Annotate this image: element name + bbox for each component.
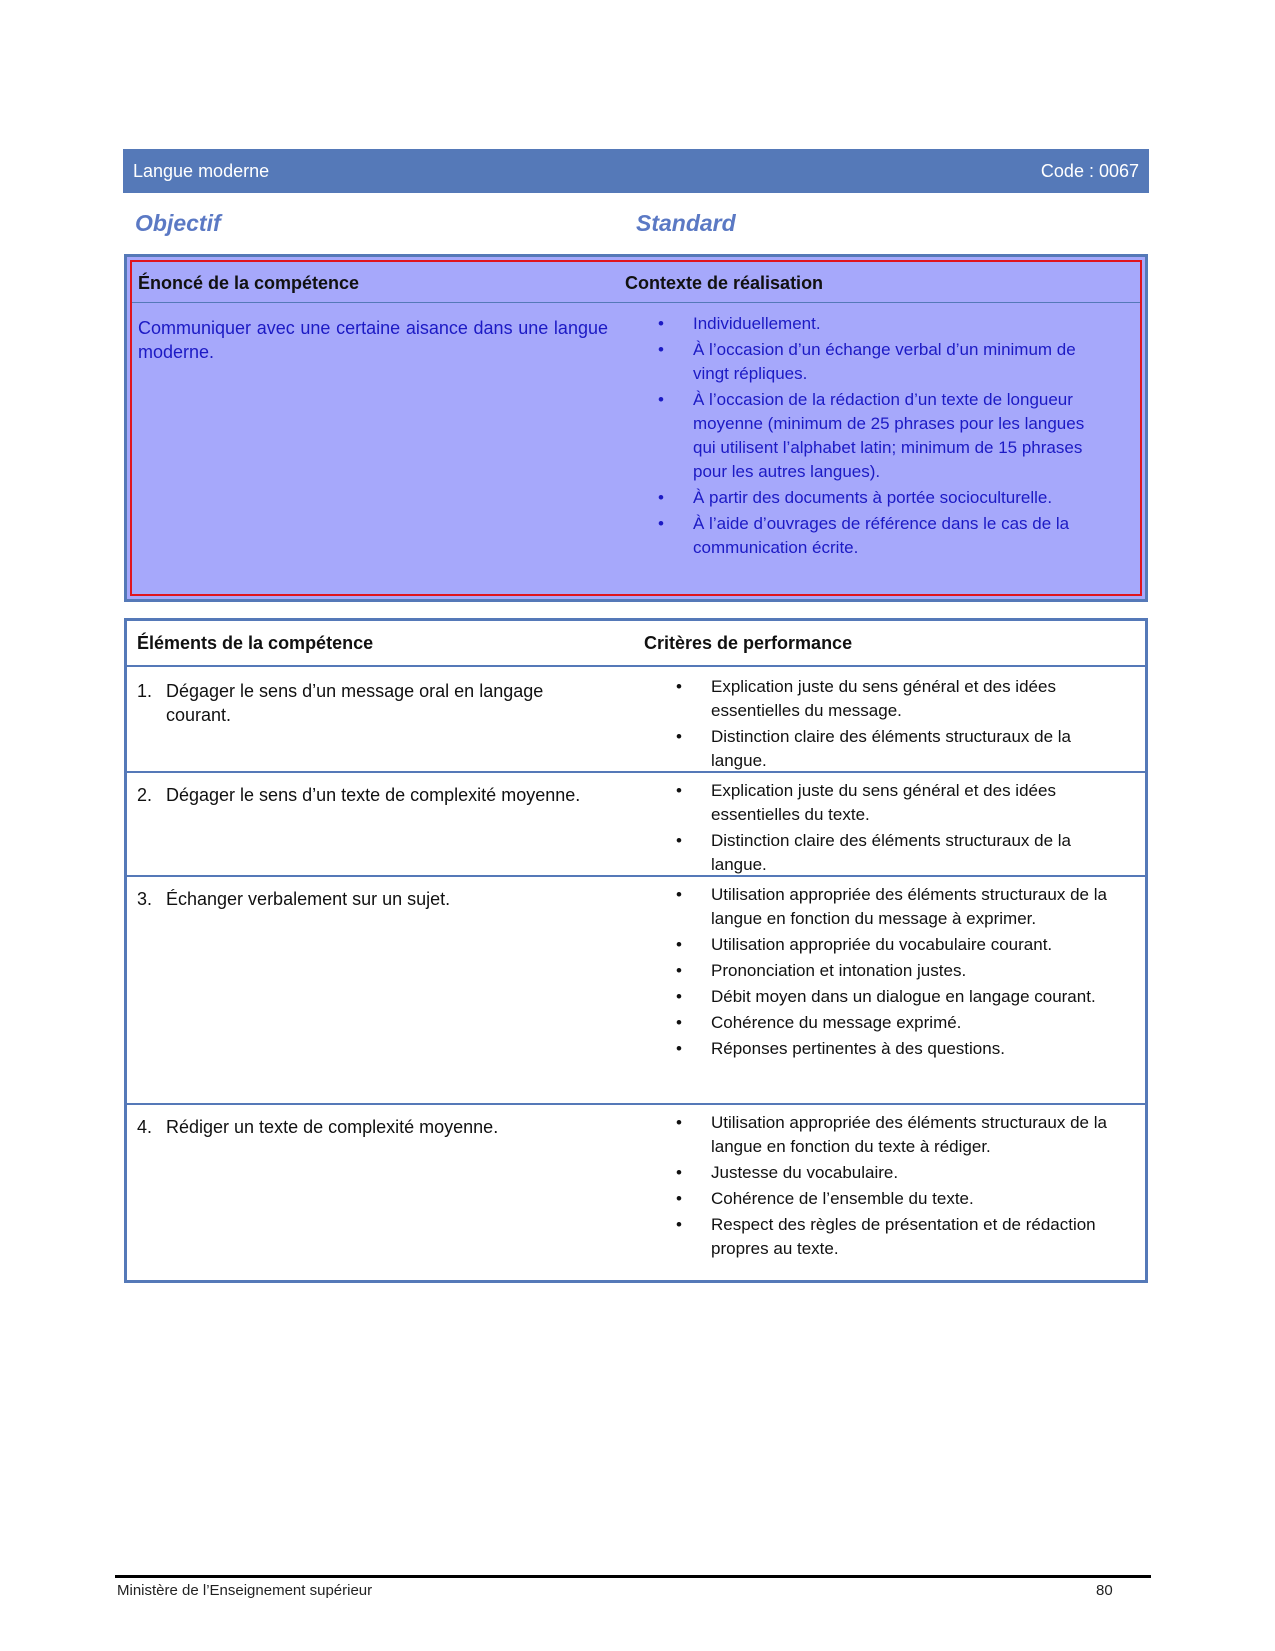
elements-header-row (127, 621, 1145, 667)
list-item: • Explication juste du sens général et des idées essentielles du texte. (676, 781, 1056, 824)
criteria-list (674, 883, 1124, 1063)
list-item: • À l’aide d’ouvrages de référence dans le cas de la communication écrite. (658, 514, 1070, 557)
bullet-icon: • (658, 390, 664, 409)
bullet-icon: • (658, 340, 664, 359)
table-row (127, 875, 1145, 1105)
bullet-icon: • (676, 1113, 682, 1132)
competence-box (124, 254, 1148, 602)
list-item: • Cohérence de l’ensemble du texte. (674, 1187, 1124, 1211)
elements-heading: Éléments de la compétence (137, 633, 374, 653)
list-item: • Utilisation appropriée des éléments structuraux de la langue en fonction du message à exprimer. (676, 885, 1107, 928)
criteria-list (674, 1111, 1124, 1263)
objectif-title: Objectif (135, 210, 221, 236)
list-item: • À l’occasion d’un échange verbal d’un minimum de vingt répliques. (658, 340, 1076, 383)
list-item: • Distinction claire des éléments structuraux de la langue. (676, 831, 1071, 874)
bullet-icon: • (676, 727, 682, 746)
section-titles (135, 210, 1145, 240)
course-code: Code : 0067 (1040, 160, 1139, 181)
list-item: • Débit moyen dans un dialogue en langage courant. (674, 985, 1124, 1009)
element-text: 2. Dégager le sens d’un texte de complexité moyenne. (137, 785, 581, 805)
bullet-icon: • (676, 987, 682, 1006)
contexte-heading: Contexte de réalisation (625, 273, 824, 293)
list-item: • Prononciation et intonation justes. (674, 959, 1124, 983)
footer-rule (115, 1575, 1151, 1578)
list-item: • Utilisation appropriée des éléments structuraux de la langue en fonction du texte à rédiger. (676, 1113, 1107, 1156)
list-item: • À partir des documents à portée socioculturelle. (656, 486, 1096, 510)
element-text: 4. Rédiger un texte de complexité moyenne. (137, 1117, 499, 1137)
contexte-list (656, 312, 1096, 562)
element-text: 3. Échanger verbalement sur un sujet. (137, 889, 451, 909)
bullet-icon: • (676, 1163, 682, 1182)
enonce-heading: Énoncé de la compétence (138, 273, 360, 293)
bullet-icon: • (676, 1189, 682, 1208)
bullet-icon: • (658, 488, 664, 507)
header-bar (123, 149, 1149, 193)
list-item: • Distinction claire des éléments structuraux de la langue. (676, 727, 1071, 770)
footer-ministry: Ministère de l’Enseignement supérieur (117, 1582, 373, 1599)
table-row (127, 771, 1145, 877)
list-item: • Respect des règles de présentation et de rédaction propres au texte. (676, 1215, 1096, 1258)
bullet-icon: • (658, 514, 664, 533)
competence-inner-frame (130, 260, 1142, 596)
list-item: • Justesse du vocabulaire. (674, 1161, 1124, 1185)
bullet-icon: • (676, 1013, 682, 1032)
criteria-list (674, 675, 1124, 775)
bullet-icon: • (676, 885, 682, 904)
table-row (127, 667, 1145, 773)
list-item: • Individuellement. (656, 312, 1096, 336)
bullet-icon: • (676, 677, 682, 696)
list-item: • Cohérence du message exprimé. (674, 1011, 1124, 1035)
list-item: • Utilisation appropriée du vocabulaire courant. (674, 933, 1124, 957)
list-item: • Réponses pertinentes à des questions. (674, 1037, 1124, 1061)
bullet-icon: • (676, 781, 682, 800)
criteria-list (674, 779, 1124, 879)
course-title: Langue moderne (133, 160, 270, 181)
bullet-icon: • (658, 314, 664, 333)
standard-title: Standard (636, 210, 736, 236)
bullet-icon: • (676, 935, 682, 954)
competence-header-row (132, 262, 1140, 303)
bullet-icon: • (676, 1215, 682, 1234)
table-row (127, 1103, 1145, 1280)
bullet-icon: • (676, 961, 682, 980)
bullet-icon: • (676, 831, 682, 850)
enonce-text: Communiquer avec une certaine aisance dans une langue moderne. (138, 318, 608, 362)
list-item: • Explication juste du sens général et des idées essentielles du message. (676, 677, 1056, 720)
page-number: 80 (1096, 1582, 1113, 1599)
criteres-heading: Critères de performance (644, 633, 853, 653)
element-text: 1. Dégager le sens d’un message oral en langage courant. (137, 681, 544, 725)
elements-table (124, 618, 1148, 1283)
bullet-icon: • (676, 1039, 682, 1058)
list-item: • À l’occasion de la rédaction d’un texte de longueur moyenne (minimum de 25 phrases pour les langues qui utilisent l’alphabet latin; minimum de 15 phrases pour les autres langues). (658, 390, 1085, 481)
